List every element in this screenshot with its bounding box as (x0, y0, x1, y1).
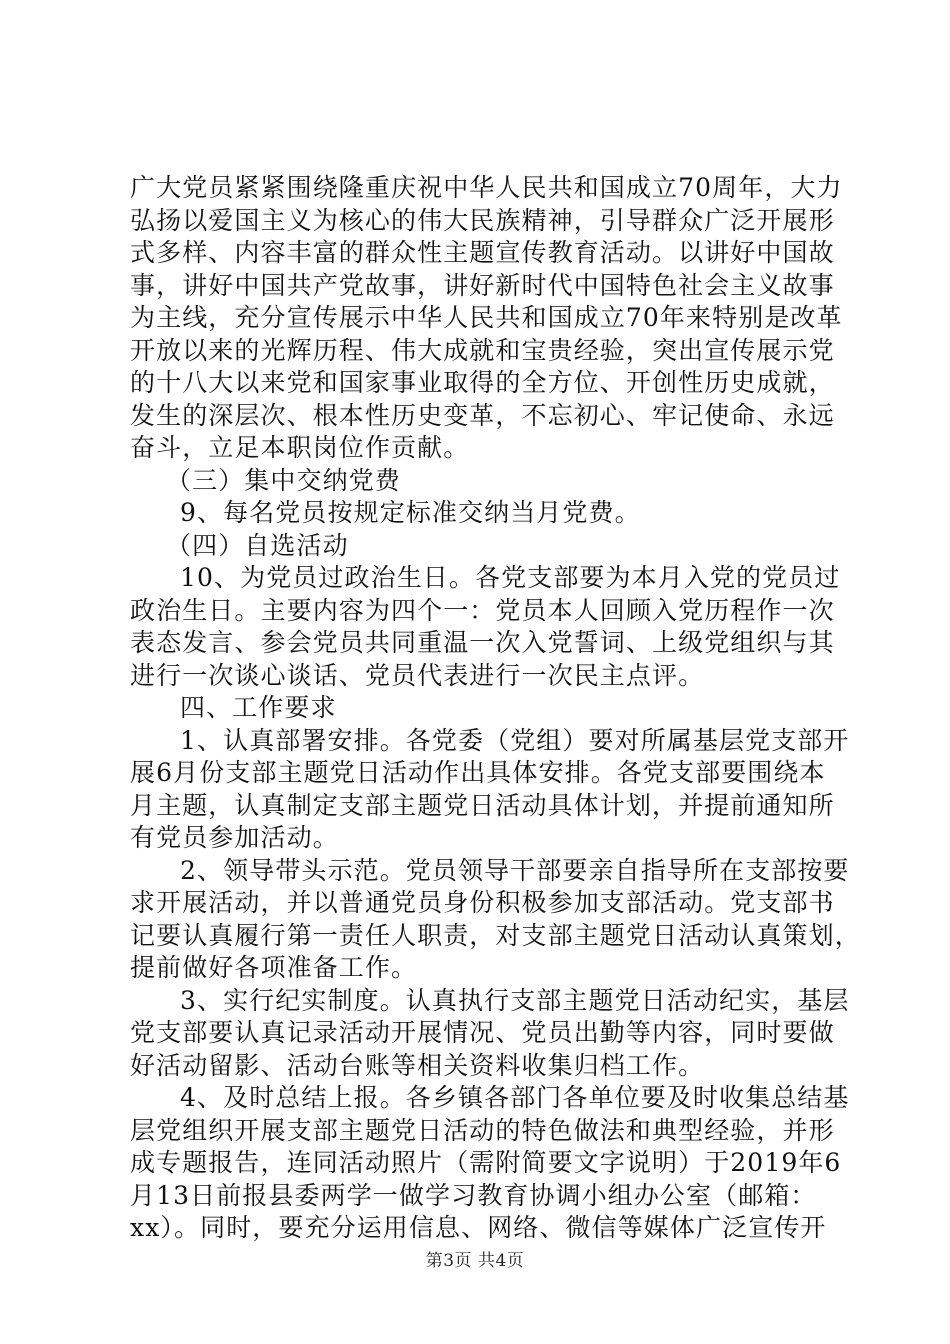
text-line: 政治生日。主要内容为四个一：党员本人回顾入党历程作一次 (130, 595, 835, 625)
text-line: 求开展活动，并以普通党员身份积极参加支部活动。党支部书 (130, 888, 835, 917)
page-number: 第3页 共4页 (425, 1251, 525, 1271)
text-line: 4、及时总结上报。各乡镇各部门各单位要及时收集总结基 (180, 1083, 850, 1112)
text-line: 弘扬以爱国主义为核心的伟大民族精神，引导群众广泛开展形 (130, 205, 835, 235)
text-line: 为主线，充分宣传展示中华人民共和国成立70年来特别是改革 (130, 303, 843, 332)
text-line: 1、认真部署安排。各党委（党组）要对所属基层党支部开 (180, 725, 850, 755)
text-line: 发生的深层次、根本性历史变革，不忘初心、牢记使命、永远 (130, 400, 835, 430)
text-line: 四、工作要求 (180, 693, 337, 722)
text-line: 广大党员紧紧围绕隆重庆祝中华人民共和国成立70周年，大力 (130, 173, 843, 202)
text-line: 3、实行纪实制度。认真执行支部主题党日活动纪实，基层 (180, 985, 850, 1015)
text-line: 9、每名党员按规定标准交纳当月党费。 (180, 498, 641, 527)
text-line: 10、为党员过政治生日。各党支部要为本月入党的党员过 (180, 563, 841, 592)
text-line: 成专题报告，连同活动照片（需附简要文字说明）于2019年6 (130, 1148, 842, 1177)
text-line: 有党员参加活动。 (130, 823, 339, 852)
text-line: （四）自选活动 (166, 530, 349, 560)
text-line: 式多样、内容丰富的群众性主题宣传教育活动。以讲好中国故 (130, 238, 835, 267)
document-body (130, 172, 861, 1245)
page-footer (0, 1246, 950, 1271)
text-line: 好活动留影、活动台账等相关资料收集归档工作。 (130, 1050, 705, 1080)
text-line: 表态发言、参会党员共同重温一次入党誓词、上级党组织与其 (130, 628, 835, 657)
text-line: 的十八大以来党和国家事业取得的全方位、开创性历史成就， (130, 368, 835, 397)
text-line: 2、领导带头示范。党员领导干部要亲自指导所在支部按要 (180, 855, 850, 885)
text-line: 奋斗，立足本职岗位作贡献。 (130, 433, 470, 462)
text-line: 展6月份支部主题党日活动作出具体安排。各党支部要围绕本 (130, 758, 826, 787)
text-line: 记要认真履行第一责任人职责，对支部主题党日活动认真策划， (130, 920, 861, 950)
text-line: 提前做好各项准备工作。 (130, 953, 418, 982)
text-line: 进行一次谈心谈话、党员代表进行一次民主点评。 (130, 660, 705, 690)
text-line: 事，讲好中国共产党故事，讲好新时代中国特色社会主义故事 (130, 270, 835, 300)
text-line: （三）集中交纳党费 (166, 465, 401, 495)
text-line: 月13日前报县委两学一做学习教育协调小组办公室（邮箱： (130, 1180, 817, 1210)
text-line: 层党组织开展支部主题党日活动的特色做法和典型经验，并形 (130, 1115, 835, 1145)
text-line: 党支部要认真记录活动开展情况、党员出勤等内容，同时要做 (130, 1018, 835, 1047)
text-line: 开放以来的光辉历程、伟大成就和宝贵经验，突出宣传展示党 (130, 335, 835, 365)
text-line: xx）。同时，要充分运用信息、网络、微信等媒体广泛宣传开 (130, 1213, 827, 1242)
text-line: 月主题，认真制定支部主题党日活动具体计划，并提前通知所 (130, 790, 835, 820)
